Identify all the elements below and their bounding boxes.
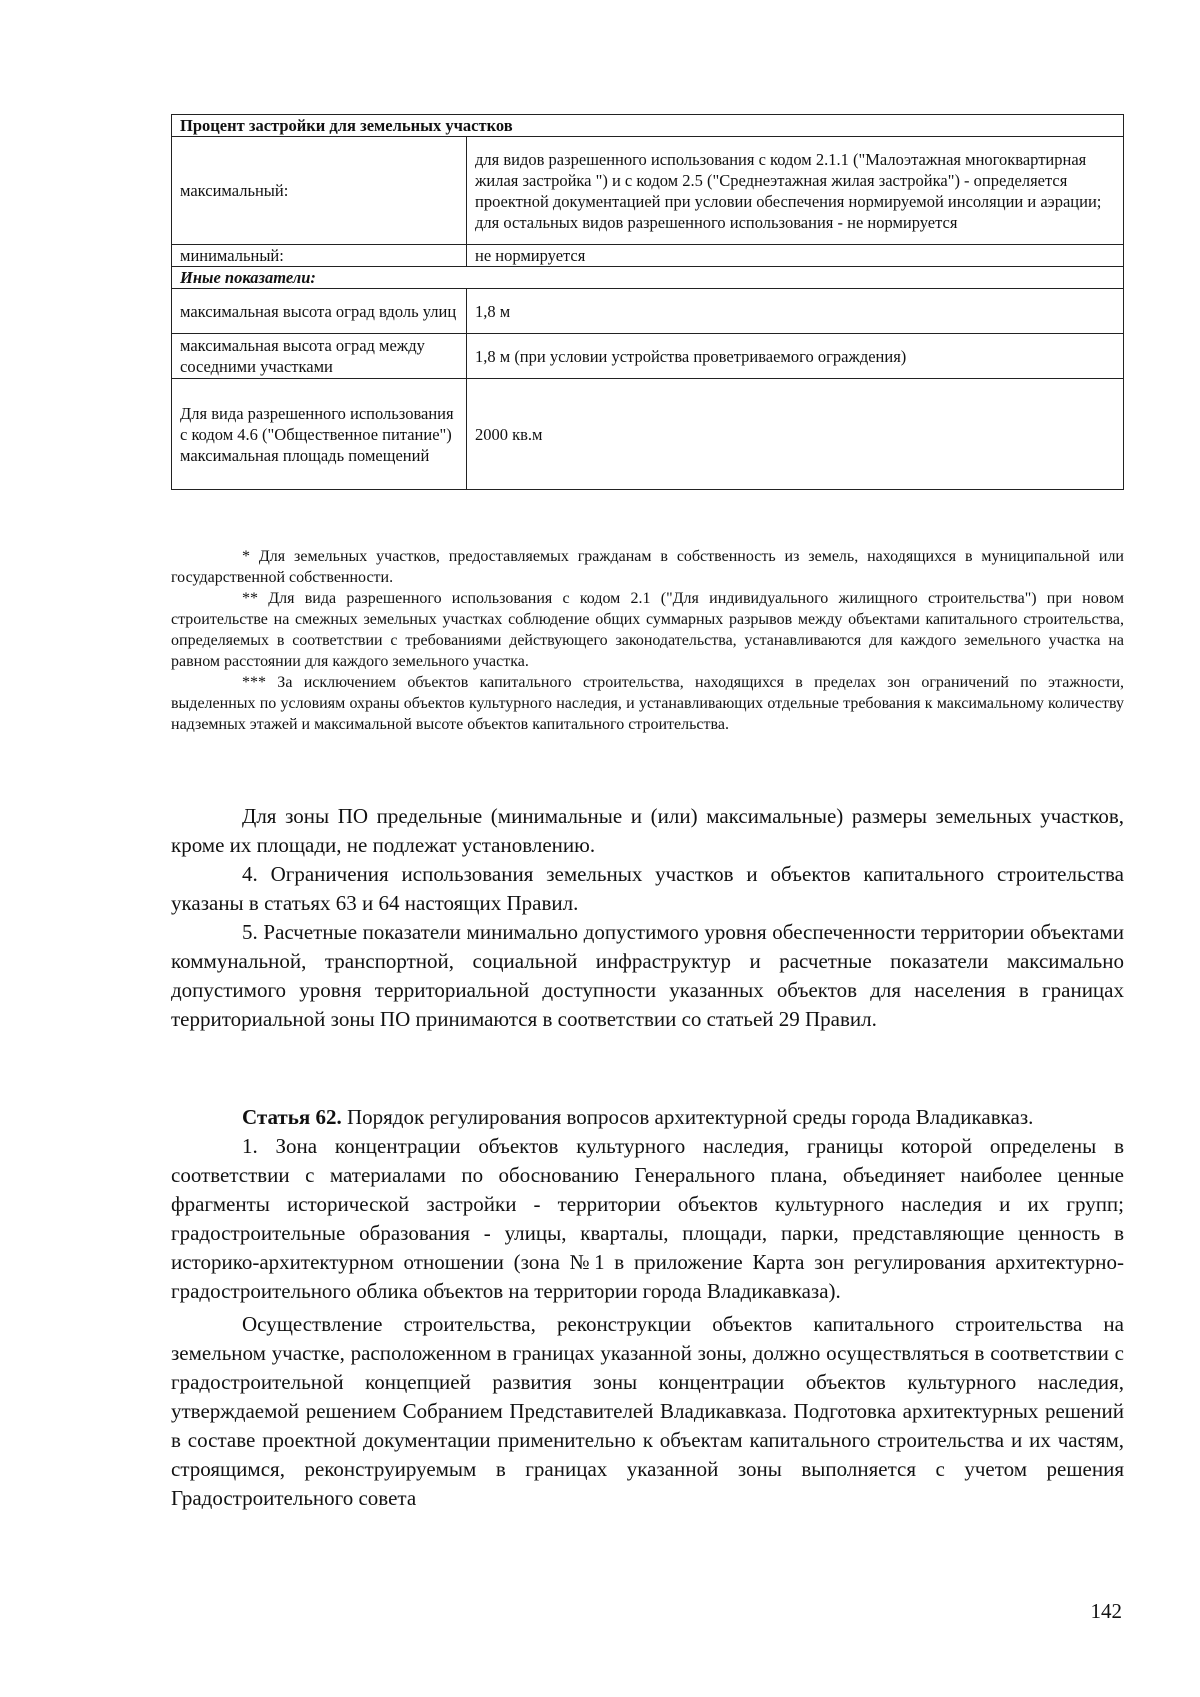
table-header-other-indicators: Иные показатели: — [172, 267, 1124, 289]
paragraph: 1. Зона концентрации объектов культурного наследия, границы которой определены в соответствии с материалами по обоснованию Генерального плана, объединяет наиболее ценные фрагменты исторической застройки - территории объектов культурного наследия и их групп; градостроительные образования - улицы, кварталы, площади, парки, представляющие ценность в историко-архитектурном отношении (зона №1 в приложение Карта зон регулирования архитектурно-градостроительного облика объектов на территории города Владикавказа). — [171, 1134, 1124, 1303]
table-header-row — [172, 267, 1124, 289]
table-row — [172, 289, 1124, 334]
table-header-row — [172, 115, 1124, 137]
row-value: не нормируется — [467, 245, 1124, 267]
row-value: 2000 кв.м — [467, 379, 1124, 490]
footnote-3: *** За исключением объектов капитального строительства, находящихся в пределах зон ограничений по этажности, выделенных по условиям охраны объектов культурного наследия, и устанавливающих отдельные требования к максимальному количеству надземных этажей и максимальной высоте объектов капитального строительства. — [171, 674, 1124, 733]
row-label: Для вида разрешенного использования с кодом 4.6 ("Общественное питание") максимальная площадь помещений — [172, 379, 467, 490]
table-row — [172, 245, 1124, 267]
row-value: 1,8 м (при условии устройства проветриваемого ограждения) — [467, 334, 1124, 379]
paragraph: 5. Расчетные показатели минимально допустимого уровня обеспеченности территории объектами коммунальной, транспортной, социальной инфраструктур и расчетные показатели максимально допустимого уровня территориальной доступности указанных объектов для населения в границах территориальной зоны ПО принимаются в соответствии со статьей 29 Правил. — [171, 920, 1124, 1031]
paragraph: Осуществление строительства, реконструкции объектов капитального строительства на земельном участке, расположенном в границах указанной зоны, должно осуществляться в соответствии с градостроительной концепцией развития зоны концентрации объектов культурного наследия, утверждаемой решением Собранием Представителей Владикавказа. Подготовка архитектурных решений в составе проектной документации применительно к объектам капитального строительства и их частям, строящимся, реконструируемым в границах указанной зоны выполняется с учетом решения Градостроительного совета — [171, 1312, 1124, 1510]
article-heading — [171, 1103, 1124, 1132]
table-row — [172, 137, 1124, 245]
footnote-2: ** Для вида разрешенного использования с кодом 2.1 ("Для индивидуального жилищного строительства") при новом строительстве на смежных земельных участках соблюдение общих суммарных разрывов между объектами капитального строительства, определяемых в соответствии с требованиями действующего законодательства, устанавливаются для каждого земельного участка на равном расстоянии для каждого земельного участка. — [171, 590, 1124, 670]
footnotes — [171, 546, 1124, 735]
article-62-section — [171, 1103, 1124, 1513]
row-label: максимальная высота оград между соседними участками — [172, 334, 467, 379]
zone-po-section — [171, 802, 1124, 1034]
row-value — [467, 137, 1124, 245]
page-number: 142 — [1090, 1599, 1122, 1623]
row-label: максимальная высота оград вдоль улиц — [172, 289, 467, 334]
paragraph: Для зоны ПО предельные (минимальные и (или) максимальные) размеры земельных участков, кроме их площади, не подлежат установлению. — [171, 804, 1124, 857]
footnote-1: * Для земельных участков, предоставляемых гражданам в собственность из земель, находящихся в муниципальной или государственной собственности. — [171, 548, 1124, 586]
row-value-text: для видов разрешенного использования с кодом 2.1.1 ("Малоэтажная многоквартирная жилая застройка ") и с кодом 2.5 ("Среднеэтажная жилая застройка") - определяется проектной документацией при условии обеспечения нормируемой инсоляции и аэрации; для остальных видов разрешенного использования - не нормируется — [475, 149, 1102, 232]
row-value: 1,8 м — [467, 289, 1124, 334]
table-row — [172, 334, 1124, 379]
row-label: максимальный: — [172, 137, 467, 245]
parameters-table — [171, 114, 1124, 490]
article-label: Статья 62. — [242, 1105, 342, 1129]
article-title: Порядок регулирования вопросов архитектурной среды города Владикавказ. — [346, 1105, 1034, 1129]
table-row — [172, 379, 1124, 490]
paragraph: 4. Ограничения использования земельных участков и объектов капитального строительства указаны в статьях 63 и 64 настоящих Правил. — [171, 862, 1124, 915]
row-label: минимальный: — [172, 245, 467, 267]
table-header-building-percent: Процент застройки для земельных участков — [172, 115, 1124, 137]
